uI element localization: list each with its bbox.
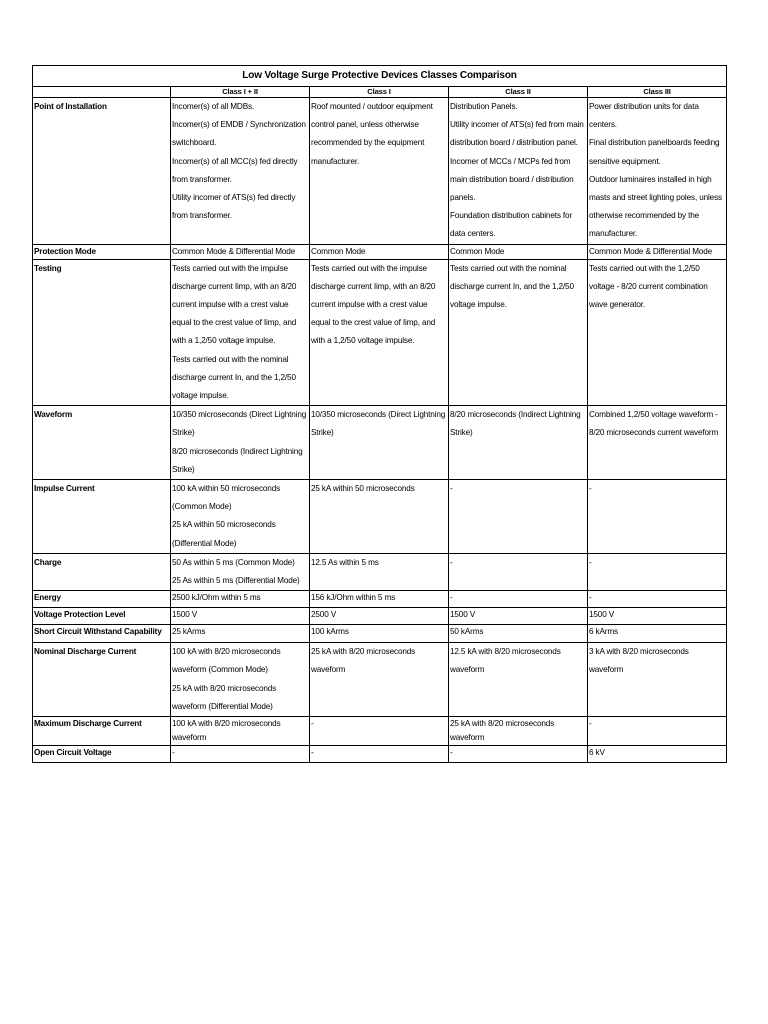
table-row-waveform [33,406,727,480]
cell-point-of-installation-class-iii: Power distribution units for data centers. Final distribution panelboards feeding sensitive equipment. Outdoor luminaires installed in high masts and street lighting poles, unless otherwise recommended by the manufacturer. [588,98,727,245]
column-header-class-iii: Class III [588,87,727,98]
cell-testing-class-ii: Tests carried out with the nominal discharge current In, and the 1,2/50 voltage impulse. [449,259,588,406]
cell-waveform-class-iii: Combined 1,2/50 voltage waveform - 8/20 microseconds current waveform [588,406,727,480]
cell-protection-mode-class-ii: Common Mode [449,244,588,259]
cell-short-circuit-withstand-capability-class-i: 100 kArms [310,625,449,643]
cell-open-circuit-voltage-class-i-ii: - [171,746,310,763]
table-title: Low Voltage Surge Protective Devices Classes Comparison [33,66,727,87]
cell-impulse-current-class-i: 25 kA within 50 microseconds [310,480,449,554]
row-label-energy: Energy [33,591,171,608]
cell-testing-class-i-ii: Tests carried out with the impulse discharge current Iimp, with an 8/20 current impulse with a crest value equal to the crest value of Iimp, and with a 1,2/50 voltage impulse. Tests carried out with the nominal discharge current In, and the 1,2/50 voltage impulse. [171,259,310,406]
cell-impulse-current-class-ii: - [449,480,588,554]
cell-maximum-discharge-current-class-iii: - [588,717,727,746]
cell-short-circuit-withstand-capability-class-iii: 6 kArms [588,625,727,643]
table-row-voltage-protection-level [33,608,727,625]
cell-open-circuit-voltage-class-i: - [310,746,449,763]
cell-energy-class-iii: - [588,591,727,608]
cell-nominal-discharge-current-class-i: 25 kA with 8/20 microseconds waveform [310,643,449,717]
cell-nominal-discharge-current-class-i-ii: 100 kA with 8/20 microseconds waveform (Common Mode) 25 kA with 8/20 microseconds waveform (Differential Mode) [171,643,310,717]
table-row-open-circuit-voltage [33,746,727,763]
cell-maximum-discharge-current-class-ii: 25 kA with 8/20 microseconds waveform [449,717,588,746]
column-header-class-i: Class I [310,87,449,98]
cell-nominal-discharge-current-class-iii: 3 kA with 8/20 microseconds waveform [588,643,727,717]
cell-voltage-protection-level-class-ii: 1500 V [449,608,588,625]
cell-protection-mode-class-i-ii: Common Mode & Differential Mode [171,244,310,259]
table-row-point-of-installation [33,98,727,245]
row-label-nominal-discharge-current: Nominal Discharge Current [33,643,171,717]
row-label-waveform: Waveform [33,406,171,480]
cell-charge-class-i-ii: 50 As within 5 ms (Common Mode) 25 As within 5 ms (Differential Mode) [171,553,310,590]
row-label-impulse-current: Impulse Current [33,480,171,554]
cell-impulse-current-class-iii: - [588,480,727,554]
cell-charge-class-iii: - [588,553,727,590]
cell-open-circuit-voltage-class-iii: 6 kV [588,746,727,763]
header-row [33,87,727,98]
cell-testing-class-iii: Tests carried out with the 1,2/50 voltage - 8/20 current combination wave generator. [588,259,727,406]
row-label-testing: Testing [33,259,171,406]
table-row-testing [33,259,727,406]
title-row [33,66,727,87]
cell-maximum-discharge-current-class-i: - [310,717,449,746]
cell-protection-mode-class-i: Common Mode [310,244,449,259]
row-label-short-circuit-withstand-capability: Short Circuit Withstand Capability [33,625,171,643]
table-row-maximum-discharge-current [33,717,727,746]
column-header-corner [33,87,171,98]
table-row-protection-mode [33,244,727,259]
row-label-voltage-protection-level: Voltage Protection Level [33,608,171,625]
cell-point-of-installation-class-i: Roof mounted / outdoor equipment control panel, unless otherwise recommended by the equipment manufacturer. [310,98,449,245]
row-label-protection-mode: Protection Mode [33,244,171,259]
column-header-class-i-ii: Class I + II [171,87,310,98]
table-row-energy [33,591,727,608]
cell-energy-class-ii: - [449,591,588,608]
cell-maximum-discharge-current-class-i-ii: 100 kA with 8/20 microseconds waveform [171,717,310,746]
table-row-nominal-discharge-current [33,643,727,717]
cell-waveform-class-ii: 8/20 microseconds (Indirect Lightning Strike) [449,406,588,480]
cell-point-of-installation-class-ii: Distribution Panels. Utility incomer of ATS(s) fed from main distribution board / distribution panel. Incomer of MCCs / MCPs fed from main distribution board / distribution panels. Foundation distribution cabinets for data centers. [449,98,588,245]
table-row-short-circuit-withstand-capability [33,625,727,643]
cell-voltage-protection-level-class-i-ii: 1500 V [171,608,310,625]
cell-energy-class-i-ii: 2500 kJ/Ohm within 5 ms [171,591,310,608]
cell-waveform-class-i: 10/350 microseconds (Direct Lightning Strike) [310,406,449,480]
cell-nominal-discharge-current-class-ii: 12.5 kA with 8/20 microseconds waveform [449,643,588,717]
cell-protection-mode-class-iii: Common Mode & Differential Mode [588,244,727,259]
cell-impulse-current-class-i-ii: 100 kA within 50 microseconds (Common Mode) 25 kA within 50 microseconds (Differential Mode) [171,480,310,554]
row-label-open-circuit-voltage: Open Circuit Voltage [33,746,171,763]
cell-charge-class-ii: - [449,553,588,590]
cell-charge-class-i: 12.5 As within 5 ms [310,553,449,590]
row-label-maximum-discharge-current: Maximum Discharge Current [33,717,171,746]
comparison-table [32,65,727,763]
cell-energy-class-i: 156 kJ/Ohm within 5 ms [310,591,449,608]
column-header-class-ii: Class II [449,87,588,98]
cell-open-circuit-voltage-class-ii: - [449,746,588,763]
table-row-charge [33,553,727,590]
table-row-impulse-current [33,480,727,554]
cell-short-circuit-withstand-capability-class-ii: 50 kArms [449,625,588,643]
row-label-charge: Charge [33,553,171,590]
cell-testing-class-i: Tests carried out with the impulse discharge current Iimp, with an 8/20 current impulse with a crest value equal to the crest value of Iimp, and with a 1,2/50 voltage impulse. [310,259,449,406]
cell-short-circuit-withstand-capability-class-i-ii: 25 kArms [171,625,310,643]
cell-waveform-class-i-ii: 10/350 microseconds (Direct Lightning Strike) 8/20 microseconds (Indirect Lightning Strike) [171,406,310,480]
cell-voltage-protection-level-class-iii: 1500 V [588,608,727,625]
cell-point-of-installation-class-i-ii: Incomer(s) of all MDBs. Incomer(s) of EMDB / Synchronization switchboard. Incomer(s) of all MCC(s) fed directly from transformer. Utility incomer of ATS(s) fed directly from transformer. [171,98,310,245]
cell-voltage-protection-level-class-i: 2500 V [310,608,449,625]
row-label-point-of-installation: Point of Installation [33,98,171,245]
